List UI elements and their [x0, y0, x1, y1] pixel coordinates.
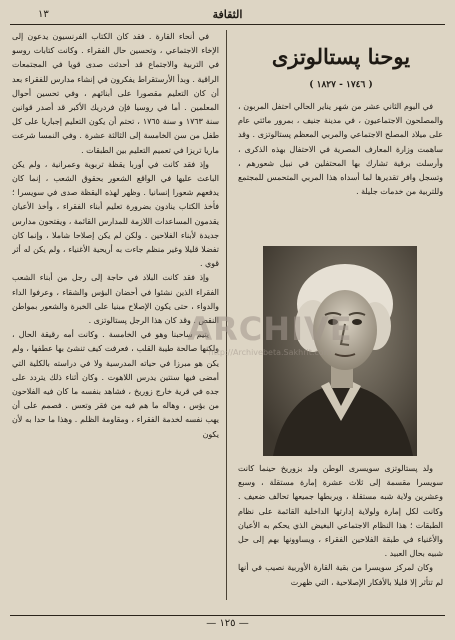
article-title: يوحنا پستالوتزى [271, 44, 411, 69]
right-paragraph: ولد پستالوتزى سويسرى الوطن ولد بزوريخ حينما كانت سويسرا مقسمة إلى ثلاث عشرة إمارة مستقلة ، وسبع وعشرين ولاية شبه مستقلة ، ويربطها جميعها تحالف ضعيف . وكانت لكل إمارة ولولاية إدارتها الداخلية القائمة على نظام الطبقات ؛ هذا النظام الاجتماعي البغيض الذي يحكم به الأعيان والأغنياء في طبقة الفلاحين الفقراء ، ويساوونها بهم إلى حل شبيه بحال العبيد . [238, 464, 443, 559]
article-dates: ( ١٧٤٦ - ١٨٢٧ ) [309, 80, 373, 90]
magazine-name: الثقافة [212, 8, 243, 21]
intro-paragraph: في اليوم الثاني عشر من شهر يناير الحالي احتفل المربون ، والمصلحون الاجتماعيون ، في مدينة جنيف ، بمرور مائتي عام على ميلاد المصلح الاجتماعي والمربي المعظم پستالوتزى . وقد ساهمت وزارة المعارف المصرية في الاحتفال بهذه الذكرى ، وأرسلت برقية تشارك بها المحتفلين في نبيل شعورهم ، وتسجل وافر تقديرها لما أسداه هذا المربي المتحمس للمجتمع وللتربية من خدمات جليلة . [238, 102, 443, 197]
column-divider [226, 30, 227, 600]
portrait-photo [263, 246, 417, 456]
page-footer [10, 615, 445, 634]
article-continuation [238, 462, 443, 602]
left-paragraph: يتيم ساحبنا وهو في الخامسة . وكانت أمه رقيقة الحال ، ولكنها صالحة طيبة القلب ، فعرفت كيف تنشئ بها عطفها ، ولم يكن هو مبرزا في حياته المدرسية ولا في دراسته بالكلية التي أمضى فيها سنتين يدرس اللاهوت . وكان أثناء ذلك يتردد على جده في قرية خارج زوريخ ، فشاهد بنفسه ما كان فيه الفلاحون من بؤس ، وهاله ما هم فيه من فقر وتعس . فصمم على أن يهب نفسه لخدمة الفقراء ، ومقاومة الظلم . وهذا ما حدا به لأن يكون [12, 330, 219, 439]
article-intro [238, 100, 443, 242]
watermark-text: ARCHIVE [187, 310, 353, 348]
left-paragraph: في أنحاء القارة . فقد كان الكتاب الفرنسيون يدعون إلى الإخاء الاجتماعي ، وتحسين حال الفقراء . وكانت كتابات روسو في التربية والاجتماع قد أحدثت صدى قويا في المجتمعات الراقية . وبدأ الأرستقراط يفكرون في إنشاء مدارس للفقراء بعد أن كان التعليم مقصورا على أبنائهم ، وفي تحسين أحوال المعلمين . أما في روسيا فإن فردريك الأكبر قد أصدر قوانين سنة ١٧٦٣ و سنة ١٧٦٥ ، تحتم أن يكون التعليم إجباريا على كل طفل من سن الخامسة إلى الثالثة عشرة . وفي النمسا شرعت ماريا تريزا في تعميم التعليم بين الطبقات . [12, 32, 219, 155]
right-paragraph: وكان لمركز سويسرا من بقية القارة الأوربية نصيب في أنها لم تتأثر إلا قليلا بالأفكار الإصلاحية ، التي ظهرت [238, 563, 443, 587]
header-page-number: ١٣ [38, 9, 49, 20]
watermark-url: http://Archivebeta.Sakhrit.com [208, 348, 332, 357]
page-header [10, 6, 445, 25]
left-paragraph: وإذ فقد كانت في أوربا يقظة تربوية وعمرانية ، ولم يكن الباعث عليها في الواقع الشعور بحقوق الشعب ، إنما كان يدفعهم شعورا إنسانيا . وظهر لهذه اليقظة صدى في سويسرا ؛ فأخذ الكتاب ينادون بضرورة تعليم أبناء الفقراء ، وأخذ الأعيان يقدمون المساعدات اللازمة للمدارس القائمة ، ويفتحون مدارس جديدة لأبناء الفلاحين . ولكن لم يكن إصلاحا شاملا ، وإنما كان تفضلا قليلا وغير منظم جاءت به أريحية الأغنياء ، ولم يكن له أثر قوي . [12, 159, 219, 269]
left-column [12, 30, 219, 600]
footer-page-number: — ١٢٥ — [206, 618, 249, 629]
left-paragraph: وإذ فقد كانت البلاد في حاجة إلى رجل من أبناء الشعب الفقراء الذين نشئوا في أحضان البؤس والشقاء ، وعرفوا الداء والدواء ، حتى يكون الإصلاح مبنيا على الخبرة والشعور بمواطن النقص . وقد كان هذا الرجل پستالوتزى . [12, 273, 219, 326]
